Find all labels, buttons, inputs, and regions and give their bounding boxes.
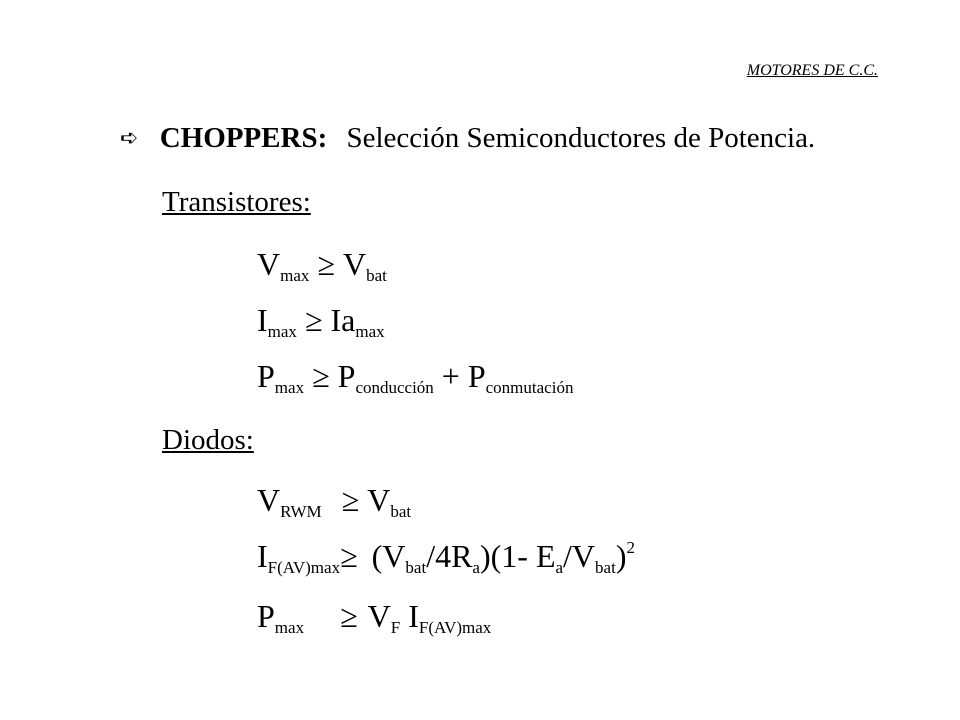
diodos-heading: Diodos: xyxy=(162,424,254,456)
header-label: MOTORES DE C.C. xyxy=(746,62,878,79)
transistor-eq-vmax: $V_{max} \ge V_{bat}$ xyxy=(257,246,387,285)
transistor-eq-imax: $I_{max} \ge Ia_{max}$ xyxy=(257,302,385,341)
title-text: Selección Semiconductores de Potencia. xyxy=(346,122,816,154)
slide-title xyxy=(120,122,815,155)
transistor-eq-pmax: $P_{max} \ge P_{conducción} + P_{conmutación}$ xyxy=(257,358,574,397)
right-arrow-icon: ➪ xyxy=(120,125,139,150)
diode-eq-vrwm: $V_{RWM} \ge V_{bat}$ xyxy=(257,482,412,521)
title-keyword: CHOPPERS: xyxy=(159,122,328,154)
diode-eq-pmax: $P_{max} \ge V_F$ $I_{F(AV)max}$ xyxy=(257,598,492,637)
diode-eq-ifav: $I_{F(AV)max}\ge (V_{bat}/4R_a)(1-$ $E_a/V_{bat})^2$ xyxy=(257,538,635,577)
transistores-heading: Transistores: xyxy=(162,186,311,218)
